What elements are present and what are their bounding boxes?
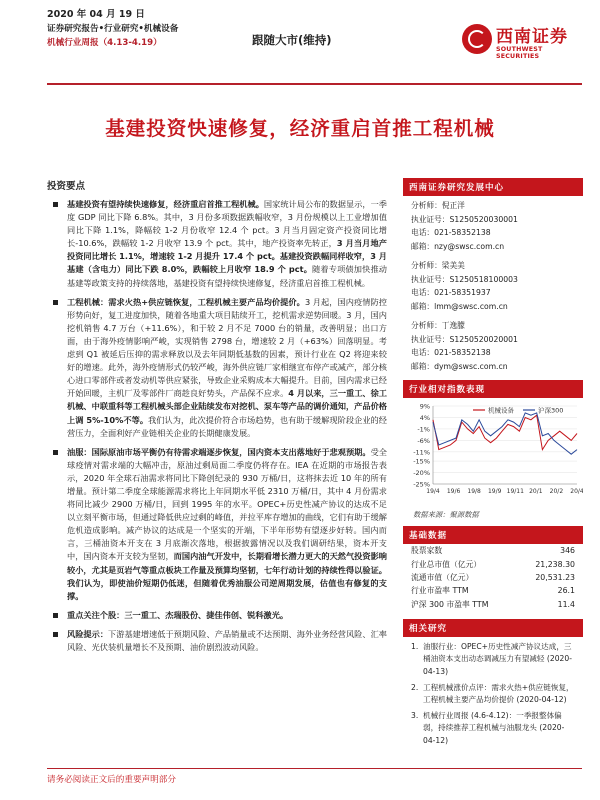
analyst-card: 分析师：倪正洋 执业证号：S1250520030001 电话：021-58352138 邮箱：nzy@swsc.com.cn	[411, 201, 518, 251]
summary-paragraph: 风险提示：下游基建增速低于预期风险、产品销量或不达预期、海外业务经营风险、汇率风险、光伏装机量增长不及预期、油价剧烈波动风险。	[47, 628, 387, 654]
legend-label: 机械设备	[488, 406, 514, 415]
analyst-card: 分析师：梁美美 执业证号：S1250518100003 电话：021-58351937 邮箱：lmm@swsc.com.cn	[411, 261, 518, 311]
x-tick-label: 19/8	[467, 488, 481, 495]
report-date: 2020 年 04 月 19 日	[47, 9, 145, 20]
investment-summary	[47, 178, 387, 660]
list-item[interactable]: 2. 工程机械涨价点评：需求火热+供应链恢复，工程机械主要产品均价提价 (2020-04-12)	[411, 682, 574, 705]
line-chart	[403, 400, 583, 504]
company-logo	[462, 22, 580, 62]
table-row: 沪深 300 市盈率 TTM 11.4	[411, 599, 575, 609]
series-line	[433, 415, 577, 449]
bullet-icon	[53, 202, 58, 207]
summary-paragraph: 基建投资有望持续快速修复，经济重启首推工程机械。国家统计局公布的数据显示，一季度 GDP 同比下降 6.8%。其中，3 月份多项数据跌幅收窄，3 月份规模以上工业增加值同比下降 1.1%，降幅较 1-2 月份收窄 12.4 个 pct。3 月当月固定资产投资同比增长-10.6%，跌幅较 1-2 月收窄 13.9 个 pct。其中，地产投资率先转正，3 月当月地产投资同比增长 1.1%，增速较 1-2 月提升 17.4 个 pct。基建投资跌幅同样收窄，3 月基建（含电力）同比下跌 8.0%，跌幅较上月收窄 18.9 个 pct。随着专项债加快推动基建等政策支持的持续落地，基建投资有望持续快速修复，经济重启首推工程机械。	[47, 198, 387, 290]
logo-cn-text: 西南证券	[496, 27, 568, 47]
y-tick-label: 9%	[419, 402, 430, 411]
summary-paragraph: 油服：国际原油市场平衡仍有待需求端逐步恢复，国内资本支出落地好于悲观预期。受全球疫情对需求端的大幅冲击，原油过剩局面二季度仍将存在。IEA 在近期的市场报告表示，2020 年全球石油需求将同比下降创纪录的 930 万桶/日，这将抹去近 10 年的所有增量。预计第二季度全球能源需求将比上年同期水平低 2310 万桶/日，其中 4 月份需求将同比减少 2900 万桶/日，回到 1995 年的水平。OPEC+历史性减产协议的达成不足以立刻平衡市场，但通过降低供应过剩的峰值，并拉平库存增加的曲线，它们有助于缓解危机造成影响。减产协议的达成是一个坚实的开端，下半年形势有望逐步好转。国内而言，三桶油资本开支在 3 月底渐次落地，根据披露情况以及我们调研结果，资本开支中，国内资本开支较为坚韧，而国内油气开发中，长期看增长潜力更大的天然气投资影响较小，尤其是页岩气等重点板块工作量及预算均坚韧，七年行动计划的持续性得以验证。我们认为，即使油价短期仍低迷，但随着优秀油服公司逆周期发展，估值也有修复的支撑。	[47, 446, 387, 603]
y-tick-label: -11%	[413, 448, 430, 457]
summary-paragraph: 重点关注个股：三一重工、杰瑞股份、捷佳伟创、锐科激光。	[47, 609, 387, 622]
table-row: 行业总市值（亿元） 21,238.30	[411, 559, 575, 569]
x-tick-label: 19/4	[426, 488, 440, 495]
bullet-icon	[53, 450, 58, 455]
table-row: 流通市值（亿元） 20,531.23	[411, 572, 575, 582]
report-category: 证券研究报告•行业研究•机械设备	[47, 24, 179, 34]
y-tick-label: -25%	[413, 480, 430, 489]
x-tick-label: 20/4	[570, 488, 583, 495]
relative-index-chart	[403, 398, 583, 508]
x-tick-label: 20/1	[529, 488, 543, 495]
header-rule	[47, 83, 582, 85]
research-center-heading: 西南证券研究发展中心	[403, 178, 583, 196]
y-tick-label: -6%	[417, 436, 430, 445]
x-tick-label: 20/2	[549, 488, 564, 495]
report-meta	[47, 8, 178, 50]
x-tick-label: 19/11	[506, 488, 524, 495]
base-data-table	[403, 544, 583, 611]
analyst-card: 分析师：丁逸朦 执业证号：S1250520020001 电话：021-58352138 邮箱：dym@swsc.com.cn	[411, 321, 518, 371]
list-item[interactable]: 3. 机械行业周报 (4.6-4.12)：一季报整体偏弱，持续推荐工程机械与油服龙头 (2020-04-12)	[411, 710, 565, 746]
logo-en-text: SOUTHWEST SECURITIES	[496, 46, 543, 60]
legend-label: 沪深300	[538, 406, 564, 415]
y-tick-label: -20%	[413, 469, 430, 478]
y-tick-label: 4%	[419, 413, 430, 422]
list-item[interactable]: 1. 油服行业：OPEC+历史性减产协议达成，三桶油资本支出动态调减压力有望减轻 (2020-04-13)	[411, 641, 572, 677]
bullet-icon	[53, 300, 58, 305]
industry-rating: 跟随大市(维持)	[252, 33, 332, 47]
relative-index-heading: 行业相对指数表现	[403, 380, 583, 398]
x-tick-label: 19/9	[487, 488, 502, 495]
table-row: 股票家数 346	[411, 546, 575, 556]
y-tick-label: -1%	[417, 425, 430, 434]
table-row: 行业市盈率 TTM 26.1	[411, 586, 575, 596]
summary-heading: 投资要点	[47, 181, 86, 192]
series-line	[433, 413, 577, 454]
related-research-heading: 相关研究	[403, 619, 583, 637]
report-series: 机械行业周报（4.13-4.19）	[47, 38, 162, 48]
sidebar	[403, 178, 583, 751]
summary-paragraph: 工程机械：需求火热+供应链恢复，工程机械主要产品均价提价。3 月起，国内疫情防控形势向好，复工进度加快，随着各地重大项目陆续开工，挖机需求逆势回暖。3 月，国内挖机销售 4.7 万台（+11.6%），和于较 2 月不足 7000 台的销量，改善明显；出口方面，由于海外疫情影响严峻，实现销售 2798 台，增速较 2 月（+63%）回落明显。考虑到 Q1 被延后压抑的需求释放以及去年同期低基数的因素，预计行业在 Q2 将迎来较好的增速。此外，海外疫情形式仍较严峻，海外供应链厂家相继宣布停产或减产，部分核心进口零部件或者发动机等供应紧张，导致企业采购成本大幅提升。目前，国内需求已经开始回暖，主机厂及零部件厂商趁良好势头，产品保不应求。4 月以来，三一重工、徐工机械、中联重科等工程机械头部企业陆续发布对挖机、泵车等产品的调价通知，产品价格上调 5%-10%不等。我们认为，此次提价符合市场趋势，也有助于缓解现阶段企业的经营压力，全面利好产业链相关企业的长期健康发展。	[47, 296, 387, 440]
y-tick-label: -15%	[413, 457, 430, 466]
bullet-icon	[53, 613, 58, 618]
report-title: 基建投资快速修复，经济重启首推工程机械	[105, 117, 495, 140]
base-data-heading: 基础数据	[403, 526, 583, 544]
bullet-icon	[53, 632, 58, 637]
related-research-list	[403, 637, 583, 748]
logo-mark-icon	[462, 24, 492, 54]
x-tick-label: 19/6	[446, 488, 461, 495]
chart-source: 数据来源：聚源数据	[413, 510, 479, 519]
footer-disclaimer: 请务必阅读正文后的重要声明部分	[47, 775, 176, 785]
footer-rule	[47, 768, 582, 769]
